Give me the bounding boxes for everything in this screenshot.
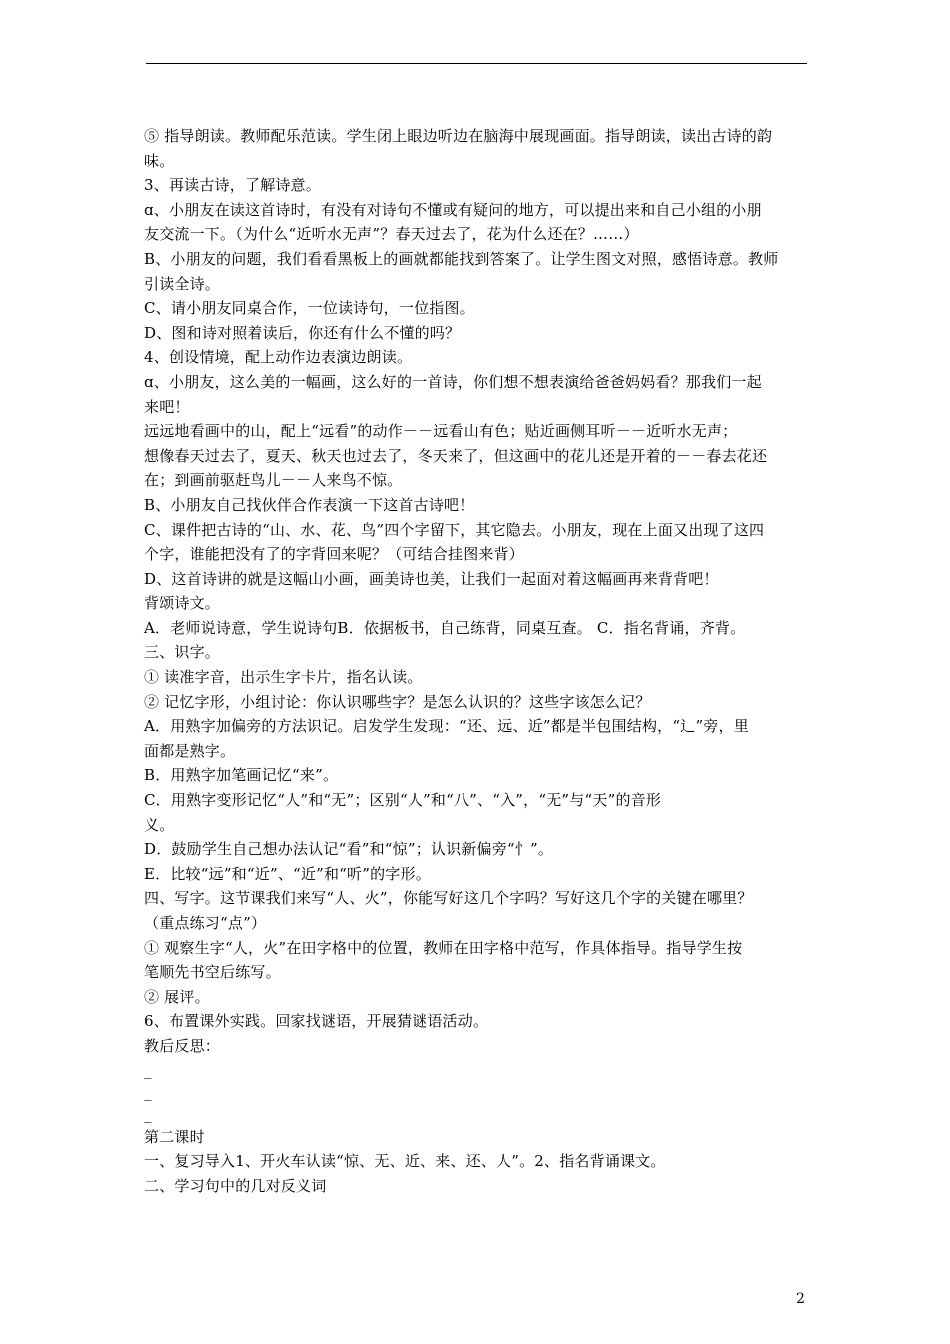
text-line: 友交流一下。（为什么“近听水无声”？春天过去了，花为什么还在？……）	[144, 225, 639, 244]
text-line: 引读全诗。	[144, 274, 221, 293]
section-heading: 四、写字。这节课我们来写“人、火”，你能写好这几个字吗？写好这几个字的关键在哪里？	[144, 889, 753, 908]
text-line: D．鼓励学生自己想办法认记“看”和“惊”；认识新偏旁“忄”。	[144, 840, 554, 859]
text-line: 笔顺先书空后练写。	[144, 963, 281, 982]
text-line: B．用熟字加笔画记忆“来”。	[144, 766, 339, 785]
text-line: ② 展评。	[144, 987, 210, 1006]
text-line: E．比较“远”和“近”、“近”和“听”的字形。	[144, 864, 431, 883]
page-number: 2	[796, 1291, 805, 1307]
section-heading: 第二课时	[144, 1127, 205, 1146]
text-line: 背颂诗文。	[144, 594, 221, 613]
text-line: 想像春天过去了，夏天、秋天也过去了，冬天来了，但这画中的花儿还是开着的－－春去花还	[144, 446, 768, 465]
text-line: 义。	[144, 815, 175, 834]
text-line: D、图和诗对照着读后，你还有什么不懂的吗？	[144, 323, 461, 342]
text-line: 6、布置课外实践。回家找谜语，开展猜谜语活动。	[144, 1012, 489, 1031]
text-line: ① 观察生字“人，火”在田字格中的位置，教师在田字格中范写，作具体指导。指导学生按	[144, 938, 743, 957]
text-line: 二、学习句中的几对反义词	[144, 1176, 327, 1195]
text-line: C．用熟字变形记忆“人”和“无”；区别“人”和“八”、“入”，“无”与“天”的音形	[144, 791, 662, 810]
text-line: A．老师说诗意，学生说诗句B．依据板书，自己练背，同桌互查。 C．指名背诵，齐背。	[144, 618, 746, 637]
text-line: C、请小朋友同桌合作，一位读诗句，一位指图。	[144, 299, 475, 318]
text-line: D、这首诗讲的就是这幅山小画，画美诗也美，让我们一起面对着这幅画再来背背吧！	[144, 569, 719, 588]
text-line: 4、创设情境，配上动作边表演边朗读。	[144, 348, 413, 367]
text-line: 面都是熟字。	[144, 741, 236, 760]
text-line: 味。	[144, 151, 175, 170]
blank-line: _	[144, 1060, 152, 1079]
section-heading: 三、识字。	[144, 643, 221, 662]
text-line: 在；到画前驱赶鸟儿－－人来鸟不惊。	[144, 471, 403, 490]
blank-line: _	[144, 1082, 152, 1101]
header-rule	[146, 63, 807, 64]
text-line: ② 记忆字形，小组讨论：你认识哪些字？是怎么认识的？这些字该怎么记？	[144, 692, 651, 711]
reflection-heading: 教后反思：	[144, 1036, 221, 1055]
text-line: ① 读准字音，出示生字卡片，指名认读。	[144, 668, 423, 687]
text-line: 个字，谁能把没有了的字背回来呢？（可结合挂图来背）	[144, 545, 525, 564]
text-line: A．用熟字加偏旁的方法识记。启发学生发现：“还、远、近”都是半包围结构，“辶”旁，里	[144, 717, 749, 736]
text-line: B、小朋友的问题，我们看看黑板上的画就都能找到答案了。让学生图文对照，感悟诗意。教师	[144, 249, 779, 268]
text-line: ɑ、小朋友在读这首诗时，有没有对诗句不懂或有疑问的地方，可以提出来和自己小组的小朋	[144, 200, 762, 219]
text-line: 3、再读古诗，了解诗意。	[144, 176, 321, 195]
text-line: ⑤ 指导朗读。教师配乐范读。学生闭上眼边听边在脑海中展现画面。指导朗读，读出古诗的韵	[144, 127, 773, 145]
text-line: C、课件把古诗的“山、水、花、鸟”四个字留下，其它隐去。小朋友，现在上面又出现了这四	[144, 520, 765, 539]
text-line: B、小朋友自己找伙伴合作表演一下这首古诗吧！	[144, 495, 475, 514]
text-line: （重点练习“点”）	[144, 914, 267, 932]
text-line: 远远地看画中的山，配上“远看”的动作－－远看山有色；贴近画侧耳听－－近听水无声；	[144, 422, 738, 441]
text-line: ɑ、小朋友，这么美的一幅画，这么好的一首诗，你们想不想表演给爸爸妈妈看？那我们一起	[144, 372, 762, 391]
text-line: 来吧！	[144, 397, 190, 416]
blank-line: _	[144, 1104, 152, 1123]
text-line: 一、复习导入1、开火车认读“惊、无、近、来、还、人”。2、指名背诵课文。	[144, 1152, 666, 1171]
document-body	[144, 124, 812, 1198]
